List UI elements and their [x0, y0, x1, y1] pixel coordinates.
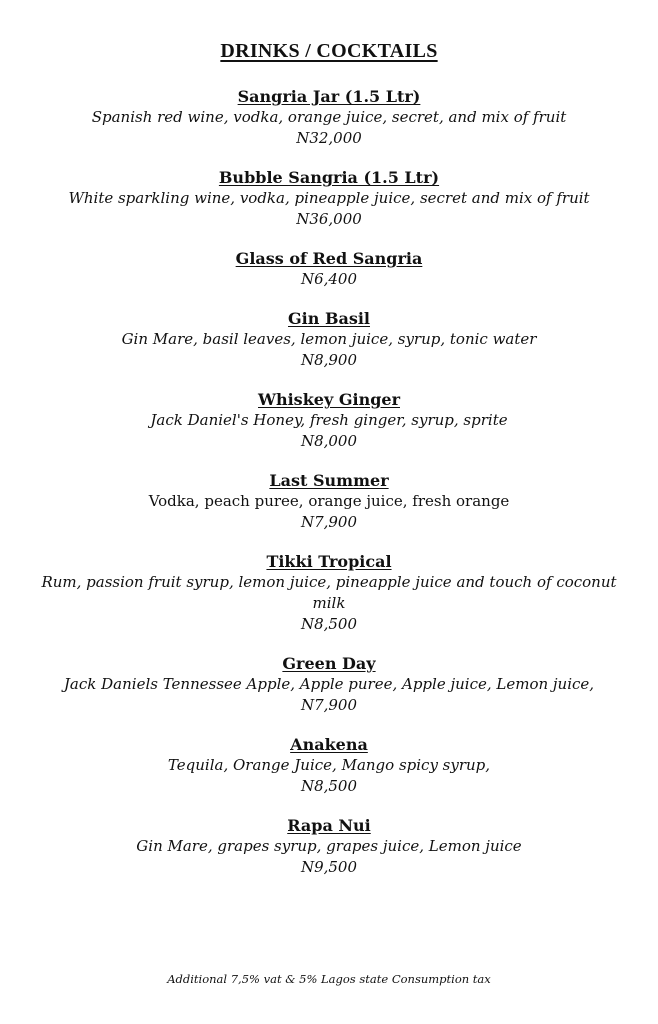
item-price: N8,900	[300, 351, 358, 369]
item-name: Rapa Nui	[287, 816, 371, 835]
item-description: Tequila, Orange Juice, Mango spicy syrup,	[167, 756, 491, 774]
item-description: Gin Mare, grapes syrup, grapes juice, Lemon juice	[136, 837, 522, 855]
menu-item-gin-basil	[29, 308, 629, 371]
menu-item-rapa-nui	[29, 815, 629, 878]
item-description: Jack Daniel's Honey, fresh ginger, syrup, sprite	[150, 411, 508, 429]
item-description: White sparkling wine, vodka, pineapple juice, secret and mix of fruit	[68, 189, 590, 207]
item-price: N32,000	[296, 129, 362, 147]
item-name: Green Day	[282, 654, 376, 673]
menu-item-last-summer	[29, 470, 629, 533]
item-name: Bubble Sangria (1.5 Ltr)	[218, 168, 440, 187]
menu-item-anakena	[29, 734, 629, 797]
menu-item-green-day	[29, 653, 629, 716]
item-price: N7,900	[300, 513, 358, 531]
item-price: N9,500	[300, 858, 358, 876]
item-description: Gin Mare, basil leaves, lemon juice, syrup, tonic water	[121, 330, 537, 348]
item-description: Rum, passion fruit syrup, lemon juice, pineapple juice and touch of coconut milk	[41, 573, 617, 612]
item-description: Spanish red wine, vodka, orange juice, secret, and mix of fruit	[91, 108, 567, 126]
menu-title: DRINKS / COCKTAILS	[220, 40, 438, 62]
item-name: Whiskey Ginger	[258, 390, 400, 409]
item-price: N8,000	[300, 432, 358, 450]
item-name: Tikki Tropical	[266, 552, 392, 571]
item-name: Glass of Red Sangria	[235, 249, 423, 268]
item-description: Jack Daniels Tennessee Apple, Apple puree, Apple juice, Lemon juice,	[63, 675, 595, 693]
item-name: Last Summer	[269, 471, 389, 490]
menu-item-bubble-sangria	[29, 167, 629, 230]
menu-item-whiskey-ginger	[29, 389, 629, 452]
tax-note: Additional 7,5% vat & 5% Lagos state Consumption tax	[167, 972, 491, 986]
item-name: Gin Basil	[288, 309, 370, 328]
item-name: Sangria Jar (1.5 Ltr)	[237, 87, 421, 106]
item-price: N6,400	[300, 270, 358, 288]
menu-item-tikki-tropical	[29, 551, 629, 635]
item-price: N7,900	[300, 696, 358, 714]
menu-item-glass-red-sangria	[29, 248, 629, 290]
menu-item-sangria-jar	[29, 86, 629, 149]
item-price: N36,000	[296, 210, 362, 228]
item-price: N8,500	[300, 615, 358, 633]
item-name: Anakena	[290, 735, 368, 754]
item-description: Vodka, peach puree, orange juice, fresh orange	[148, 492, 510, 510]
item-price: N8,500	[300, 777, 358, 795]
